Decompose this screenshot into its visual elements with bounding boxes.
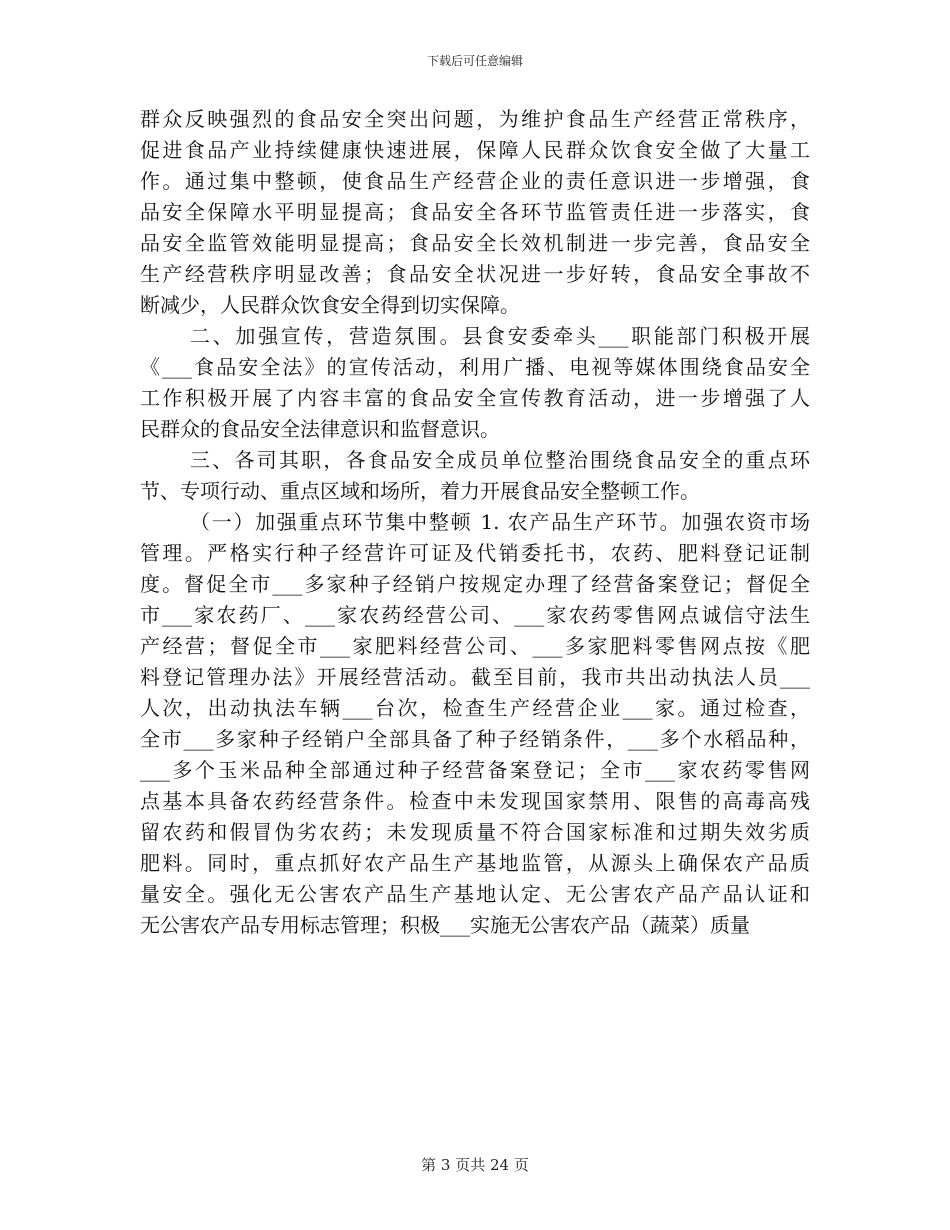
text-line: （一）加强重点环节集中整顿 1. 农产品生产环节。加强农资市场 [190, 510, 810, 534]
text-line: 二、加强宣传，营造氛围。县食安委牵头___职能部门积极开展 [190, 324, 810, 348]
text-line: 三、各司其职，各食品安全成员单位整治围绕食品安全的重点环 [190, 448, 810, 472]
text-line: 肥料。同时，重点抓好农产品生产基地监管，从源头上确保农产品质 [140, 851, 810, 875]
text-line: 市___家农药厂、___家农药经营公司、___家农药零售网点诚信守法生 [140, 603, 810, 627]
text-line: 人次，出动执法车辆___台次，检查生产经营企业___家。通过检查， [140, 696, 810, 720]
text-line: 促进食品产业持续健康快速进展，保障人民群众饮食安全做了大量工 [140, 138, 810, 162]
text-line: 品安全监管效能明显提高；食品安全长效机制进一步完善，食品安全 [140, 231, 810, 255]
page-number: 第 3 页共 24 页 [421, 1156, 529, 1174]
text-line: 生产经营秩序明显改善；食品安全状况进一步好转，食品安全事故不 [140, 262, 810, 286]
text-line: 工作积极开展了内容丰富的食品安全宣传教育活动，进一步增强了人 [140, 386, 810, 410]
text-line: ___多个玉米品种全部通过种子经营备案登记；全市___家农药零售网 [140, 758, 810, 782]
paragraph [140, 104, 810, 321]
text-line: 断减少，人民群众饮食安全得到切实保障。 [140, 293, 520, 317]
text-line: 全市___多家种子经销户全部具备了种子经销条件，___多个水稻品种， [140, 727, 810, 751]
page-header: 下载后可任意编辑 [426, 54, 523, 68]
text-line: 品安全保障水平明显提高；食品安全各环节监管责任进一步落实，食 [140, 200, 810, 224]
text-line: 民群众的食品安全法律意识和监督意识。 [140, 417, 500, 441]
text-line: 产经营；督促全市___家肥料经营公司、___多家肥料零售网点按《肥 [140, 634, 810, 658]
text-line: 作。通过集中整顿，使食品生产经营企业的责任意识进一步增强，食 [140, 169, 810, 193]
text-line: 留农药和假冒伪劣农药；未发现质量不符合国家标准和过期失效劣质 [140, 820, 810, 844]
text-line: 度。督促全市___多家种子经销户按规定办理了经营备案登记；督促全 [140, 572, 810, 596]
text-line: 《___食品安全法》的宣传活动，利用广播、电视等媒体围绕食品安全 [140, 355, 810, 379]
text-line: 量安全。强化无公害农产品生产基地认定、无公害农产品产品认证和 [140, 882, 810, 906]
text-line: 点基本具备农药经营条件。检查中未发现国家禁用、限售的高毒高残 [140, 789, 810, 813]
paragraph [140, 507, 810, 941]
text-line: 节、专项行动、重点区域和场所，着力开展食品安全整顿工作。 [140, 479, 700, 503]
text-line: 无公害农产品专用标志管理；积极___实施无公害农产品（蔬菜）质量 [140, 913, 750, 937]
text-line: 群众反映强烈的食品安全突出问题，为维护食品生产经营正常秩序， [140, 107, 810, 131]
text-line: 料登记管理办法》开展经营活动。截至目前，我市共出动执法人员___ [140, 665, 810, 689]
paragraph [140, 321, 810, 445]
document-body [140, 104, 810, 941]
text-line: 管理。严格实行种子经营许可证及代销委托书，农药、肥料登记证制 [140, 541, 810, 565]
paragraph [140, 445, 810, 507]
